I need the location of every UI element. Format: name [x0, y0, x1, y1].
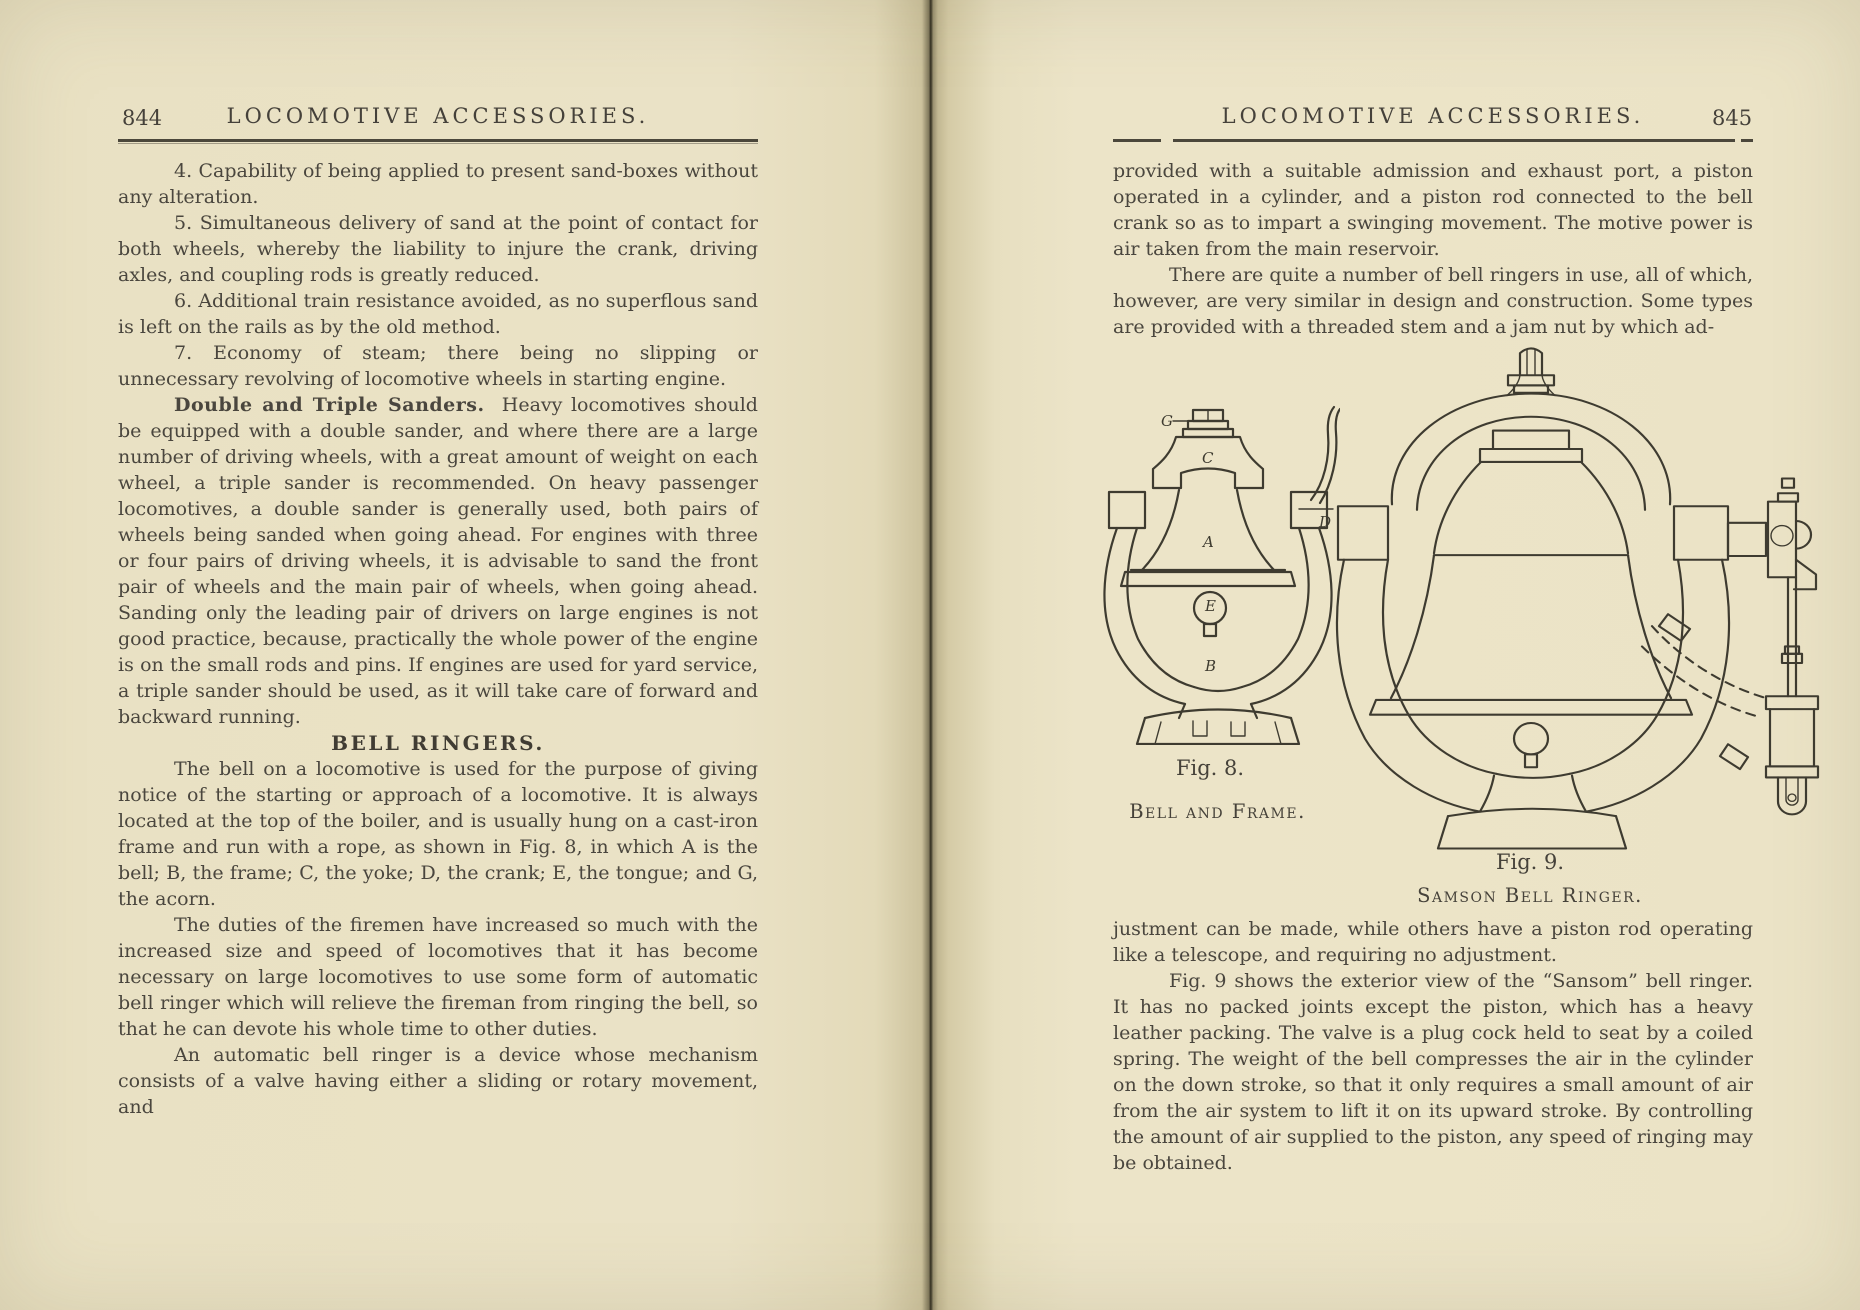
- paragraph: [118, 392, 758, 730]
- right-page-body-bottom: [1113, 916, 1753, 1176]
- fig8-label-e: E: [1205, 597, 1216, 615]
- section-heading: BELL RINGERS.: [331, 731, 545, 755]
- header-rule: [118, 139, 758, 143]
- fig9-caption-title: Samson Bell Ringer.: [1417, 884, 1643, 907]
- right-page: [930, 0, 1860, 1310]
- page-number: 844: [122, 106, 163, 130]
- left-page-body: [118, 158, 758, 1120]
- fig8-caption-title: Bell and Frame.: [1129, 800, 1306, 823]
- fig8-caption-number: Fig. 8.: [1175, 756, 1245, 780]
- header-rule: [1113, 139, 1753, 142]
- fig9-caption-number: Fig. 9.: [1495, 850, 1565, 874]
- bell-and-frame-figure: [1095, 400, 1340, 745]
- paragraph: There are quite a number of bell ringers in use, all of which, however, are very similar in design and construction. Some types are provided with a threaded stem and a jam nut by which ad-: [1113, 264, 1753, 338]
- paragraph: 4. Capability of being applied to present sand-boxes without any alteration.: [118, 160, 758, 208]
- fig8-label-c: C: [1202, 449, 1214, 467]
- paragraph: justment can be made, while others have a piston rod operating like a telescope, and requiring no adjustment.: [1113, 918, 1753, 966]
- paragraph: 5. Simultaneous delivery of sand at the point of contact for both wheels, whereby the liability to injure the crank, driving axles, and coupling rods is greatly reduced.: [118, 212, 758, 286]
- paragraph: Fig. 9 shows the exterior view of the “Sansom” bell ringer. It has no packed joints except the piston, which has a heavy leather packing. The valve is a plug cock held to seat by a coiled spring. The weight of the bell compresses the air in the cylinder on the down stroke, so that it only requires a small amount of air from the air system to lift it on its upward stroke. By controlling the amount of air supplied to the piston, any speed of ringing may be obtained.: [1113, 970, 1753, 1174]
- fig8-drawing: [1095, 400, 1340, 745]
- paragraph: The duties of the firemen have increased so much with the increased size and speed of locomotives that it has become necessary on large locomotives to use some form of automatic bell ringer which will relieve the fireman from ringing the bell, so that he can devote his whole time to other duties.: [118, 914, 758, 1040]
- paragraph-lead-in: Double and Triple Sanders.: [174, 394, 485, 416]
- samson-bell-ringer-figure: [1330, 342, 1820, 854]
- fig8-label-g: G: [1161, 412, 1173, 430]
- fig8-label-b: B: [1205, 657, 1217, 675]
- paragraph: 7. Economy of steam; there being no slipping or unnecessary revolving of locomotive wheels in starting engine.: [118, 342, 758, 390]
- page-gutter-shadow: [922, 0, 938, 1310]
- paragraph: The bell on a locomotive is used for the purpose of giving notice of the starting or approach of a locomotive. It is always located at the top of the boiler, and is usually hung on a cast-iron frame and run with a rope, as shown in Fig. 8, in which A is the bell; B, the frame; C, the yoke; D, the crank; E, the tongue; and G, the acorn.: [118, 758, 758, 910]
- paragraph-text: Heavy locomotives should be equipped with a double sander, and where there are a large number of driving wheels, with a great amount of weight on each wheel, a triple sander is recommended. On heavy passenger locomotives, a double sander is generally used, both pairs of wheels being sanded when going ahead. For engines with three or four pairs of driving wheels, it is advisable to sand the front pair of wheels and the main pair of wheels, when going ahead. Sanding only the leading pair of drivers on large engines is not good practice, because, practically the whole power of the engine is on the small rods and pins. If engines are used for yard service, a triple sander should be used, as it will take care of forward and backward running.: [118, 394, 758, 728]
- running-head: LOCOMOTIVE ACCESSORIES.: [226, 104, 650, 128]
- right-page-body-top: [1113, 158, 1753, 340]
- fig9-drawing: [1330, 342, 1820, 854]
- paragraph: provided with a suitable admission and exhaust port, a piston operated in a cylinder, and a piston rod connected to the bell crank so as to impart a swinging movement. The motive power is air taken from the main reservoir.: [1113, 160, 1753, 260]
- fig8-label-a: A: [1203, 533, 1214, 551]
- running-head: LOCOMOTIVE ACCESSORIES.: [1221, 104, 1645, 128]
- paragraph: An automatic bell ringer is a device whose mechanism consists of a valve having either a sliding or rotary movement, and: [118, 1044, 758, 1118]
- fig8-label-d: D: [1319, 513, 1332, 531]
- paragraph: 6. Additional train resistance avoided, as no superflous sand is left on the rails as by the old method.: [118, 290, 758, 338]
- page-number: 845: [1712, 106, 1753, 130]
